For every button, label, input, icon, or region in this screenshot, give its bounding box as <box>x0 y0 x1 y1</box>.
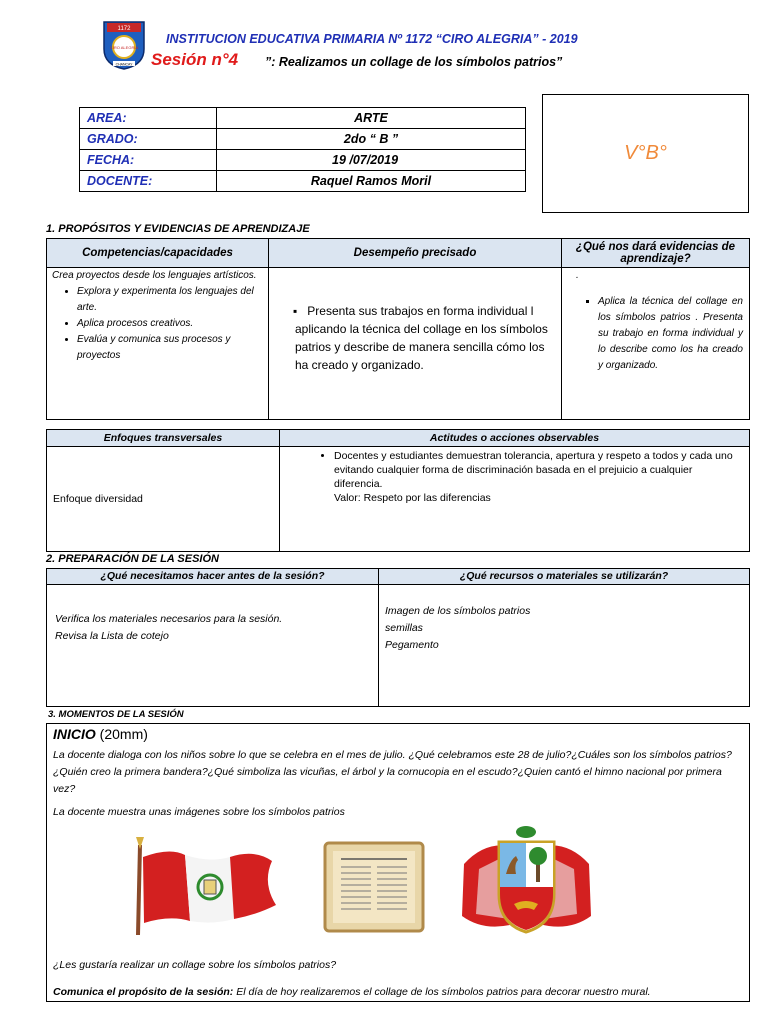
recurso-item: Imagen de los símbolos patrios <box>385 605 531 617</box>
logo-text: CIRO ALEGRIA <box>109 45 139 50</box>
info-key: DOCENTE: <box>80 171 217 192</box>
evidencia-dot: . <box>576 270 579 281</box>
info-key: GRADO: <box>80 129 217 150</box>
inicio-paragraph-3: ¿Les gustaría realizar un collage sobre los símbolos patrios? <box>53 959 337 971</box>
info-key: AREA: <box>80 108 217 129</box>
peru-flag-image <box>130 835 280 935</box>
competencias-cell <box>47 268 269 420</box>
session-label: Sesión n°4 <box>151 50 239 69</box>
info-table <box>79 107 526 192</box>
momentos-box <box>46 723 750 1002</box>
institution-name: INSTITUCION EDUCATIVA PRIMARIA Nº 1172 “CIRO ALEGRIA” - 2019 <box>166 32 578 46</box>
col-header-actitudes: Actitudes o acciones observables <box>280 430 750 447</box>
col-header-competencias: Competencias/capacidades <box>47 239 269 268</box>
antes-item: Revisa la Lista de cotejo <box>55 630 169 642</box>
info-row-fecha <box>80 150 526 171</box>
antes-cell <box>47 585 379 707</box>
section3-title: 3. MOMENTOS DE LA SESIÓN <box>48 709 184 720</box>
competencia-intro: Crea proyectos desde los lenguajes artísticos. <box>52 270 257 281</box>
col-header-antes: ¿Qué necesitamos hacer antes de la sesión? <box>47 569 379 585</box>
purpose-text: El día de hoy realizaremos el collage de los símbolos patrios para decorar nuestro mural. <box>233 986 651 998</box>
logo-number: 1172 <box>117 26 131 32</box>
section1-title: 1. PROPÓSITOS Y EVIDENCIAS DE APRENDIZAJE <box>46 223 310 235</box>
evidencias-cell <box>562 268 750 420</box>
info-row-area <box>80 108 526 129</box>
enfoque-text: Enfoque diversidad <box>53 493 143 505</box>
approval-label: V°B° <box>624 142 667 164</box>
preparation-table <box>46 568 750 707</box>
session-title: ”: Realizamos un collage de los símbolos patrios” <box>265 55 563 69</box>
info-key: FECHA: <box>80 150 217 171</box>
evidencia-item: ▪ Aplica la técnica del collage en los símbolos patrios . Presenta su trabajo en forma individual y lo describe como los ha creado y organizado. <box>598 294 743 374</box>
info-value: ARTE <box>217 108 526 129</box>
inicio-label: INICIO <box>53 726 96 742</box>
inicio-heading <box>47 724 749 742</box>
purpose-label: Comunica el propósito de la sesión: <box>53 986 234 998</box>
enfoques-table <box>46 429 750 552</box>
capacidad-item: • Evalúa y comunica sus procesos y proyectos <box>77 332 263 364</box>
col-header-evidencias: ¿Qué nos dará evidencias de aprendizaje? <box>562 239 750 268</box>
recursos-cell <box>379 585 750 707</box>
enfoque-cell <box>47 447 280 552</box>
col-header-recursos: ¿Qué recursos o materiales se utilizarán? <box>379 569 750 585</box>
col-header-enfoques: Enfoques transversales <box>47 430 280 447</box>
desempeno-cell: ▪ Presenta sus trabajos en forma individual l aplicando la técnica del collage en los símbolos patrios y describe de manera sencilla cómo los ha creado y organizado. <box>269 268 562 420</box>
info-row-docente <box>80 171 526 192</box>
school-crest-logo <box>101 19 147 71</box>
info-value: Raquel Ramos Moril <box>217 171 526 192</box>
actitudes-cell <box>280 447 750 552</box>
desempeno-text: Presenta sus trabajos en forma individual l aplicando la técnica del collage en los símbolos patrios y describe de manera sencilla cómo los ha creado y organizado. <box>295 304 548 372</box>
inicio-time: (20mm) <box>99 726 148 742</box>
valor-text: Valor: Respeto por las diferencias <box>334 492 491 504</box>
col-header-desempeno: Desempeño precisado <box>269 239 562 268</box>
info-row-grado <box>80 129 526 150</box>
inicio-paragraph-2: La docente muestra unas imágenes sobre los símbolos patrios <box>53 806 345 818</box>
antes-item: Verifica los materiales necesarios para la sesión. <box>55 613 283 625</box>
approval-box <box>542 94 749 213</box>
actitud-item: • Docentes y estudiantes demuestran tolerancia, apertura y respeto a todos y cada uno evitando cualquier forma de discriminación basada en el prejuicio a cualquier diferencia. <box>334 449 743 491</box>
recurso-item: Pegamento <box>385 639 439 651</box>
recurso-item: semillas <box>385 622 423 634</box>
national-anthem-image <box>319 837 429 937</box>
coat-of-arms-image <box>454 824 599 942</box>
inicio-paragraph-4 <box>47 984 657 1001</box>
capacidad-item: • Explora y experimenta los lenguajes del arte. <box>77 284 263 316</box>
capacidad-item: • Aplica procesos creativos. <box>77 316 263 332</box>
section2-title: 2. PREPARACIÓN DE LA SESIÓN <box>46 553 219 565</box>
purposes-table <box>46 238 750 420</box>
info-value: 2do “ B ” <box>217 129 526 150</box>
info-value: 19 /07/2019 <box>217 150 526 171</box>
inicio-paragraph-1: La docente dialoga con los niños sobre lo que se celebra en el mes de julio. ¿Qué celebramos este 28 de julio?¿Cuáles son los símbolos patrios?¿Quién creo la primera bandera?¿Qué simboliza las vicuñas, el árbol y la cornucopia en el escudo?¿Quien cantó el himno nacional por primera vez? <box>53 749 732 795</box>
logo-place: CHANCAY <box>115 62 133 67</box>
